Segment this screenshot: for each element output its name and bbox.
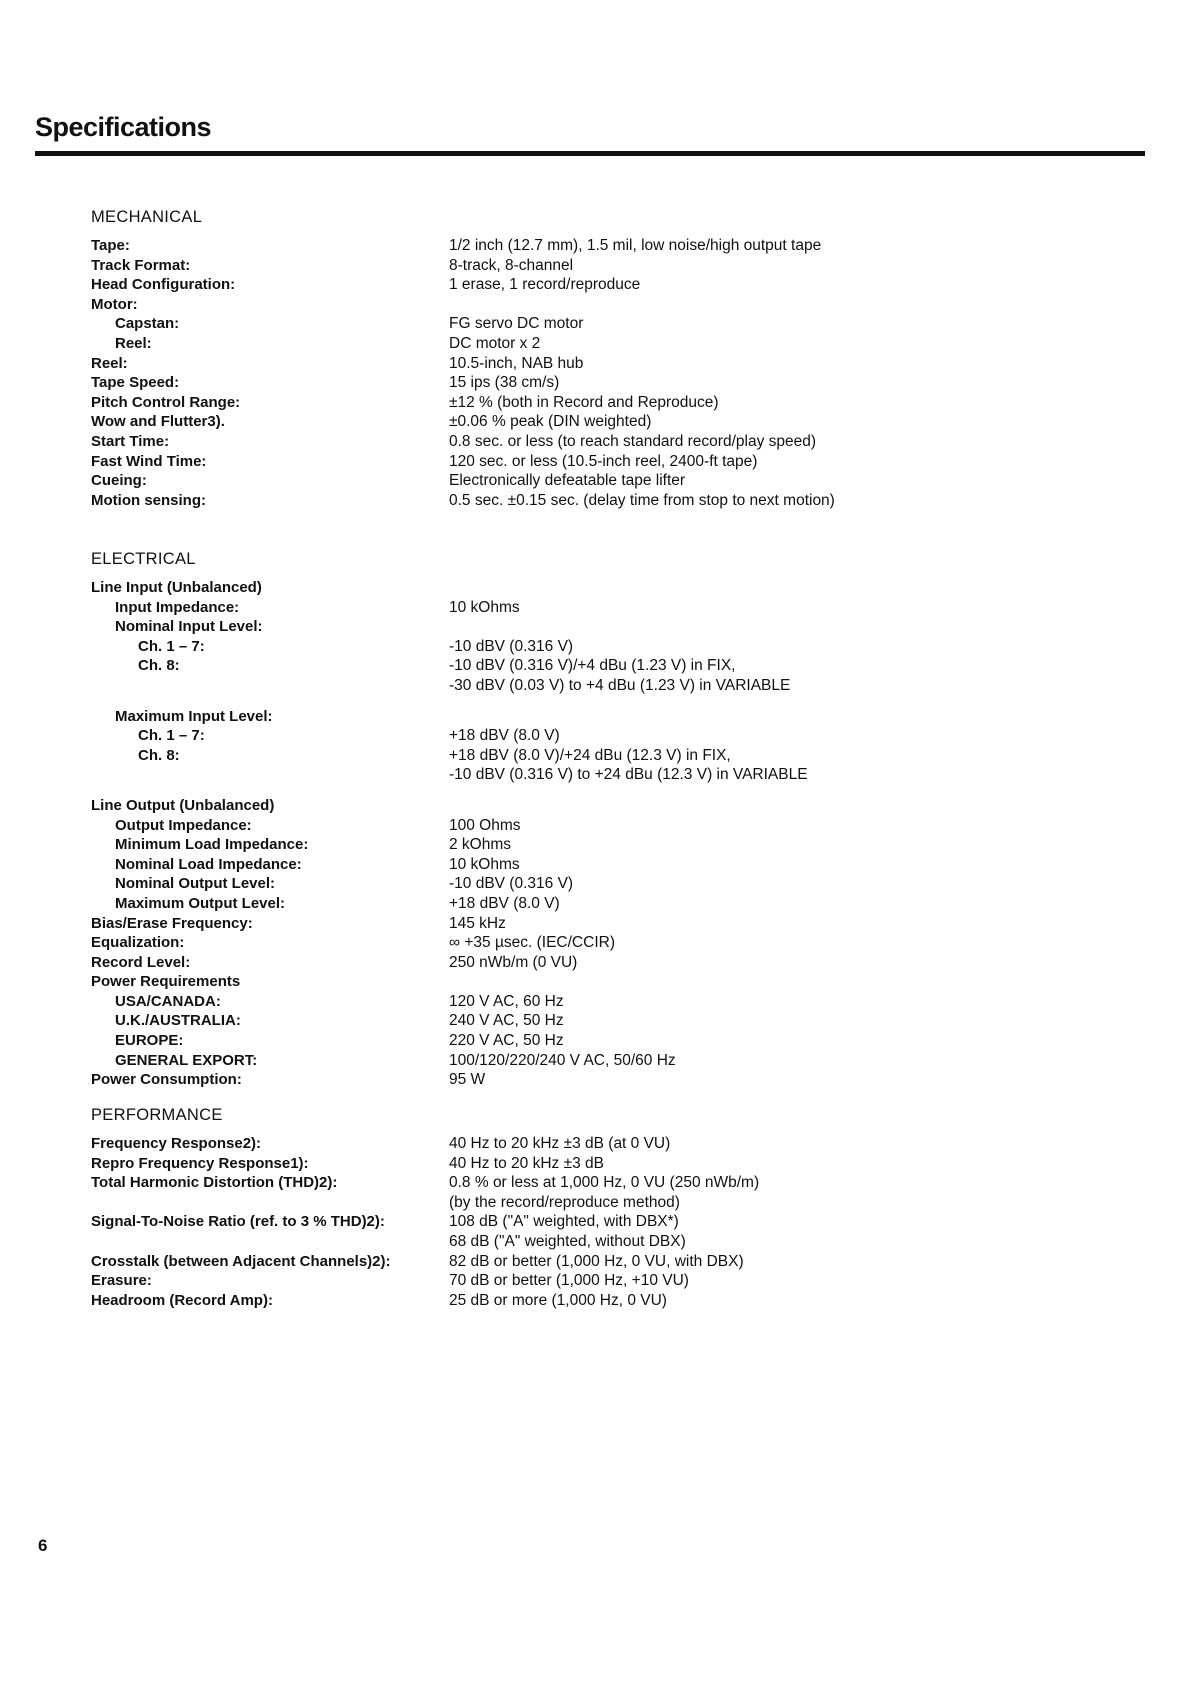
spec-value: 10 kOhms bbox=[449, 855, 520, 873]
spec-value: 82 dB or better (1,000 Hz, 0 VU, with DBX) bbox=[449, 1252, 744, 1270]
spec-row bbox=[91, 1031, 1091, 1051]
spec-row bbox=[91, 617, 1091, 637]
section-heading: ELECTRICAL bbox=[91, 550, 196, 568]
spec-value: 1 erase, 1 record/reproduce bbox=[449, 276, 641, 294]
spec-row bbox=[91, 1173, 1091, 1193]
spec-label: USA/CANADA: bbox=[115, 992, 221, 1010]
spec-label: Pitch Control Range: bbox=[91, 393, 241, 411]
spec-label: Wow and Flutter3). bbox=[91, 413, 225, 431]
spec-row bbox=[91, 412, 1091, 432]
section-performance bbox=[91, 1103, 1091, 1310]
spec-value: 0.5 sec. ±0.15 sec. (delay time from stop to next motion) bbox=[449, 491, 835, 509]
spec-label: Signal-To-Noise Ratio (ref. to 3 % THD)2): bbox=[91, 1213, 385, 1231]
spec-value: 95 W bbox=[449, 1071, 486, 1089]
spec-row bbox=[91, 275, 1091, 295]
spec-value: 240 V AC, 50 Hz bbox=[449, 1012, 564, 1030]
spec-label: Minimum Load Impedance: bbox=[115, 836, 309, 854]
spec-row bbox=[91, 1252, 1091, 1272]
spec-value: 100/120/220/240 V AC, 50/60 Hz bbox=[449, 1051, 676, 1069]
spec-label: Reel: bbox=[91, 354, 128, 372]
spec-value: -10 dBV (0.316 V)/+4 dBu (1.23 V) in FIX, bbox=[449, 657, 736, 675]
page-number: 6 bbox=[38, 1536, 48, 1555]
section-electrical bbox=[91, 547, 1091, 1090]
spec-label: Fast Wind Time: bbox=[91, 452, 207, 470]
spec-label: Headroom (Record Amp): bbox=[91, 1291, 273, 1309]
spec-value: 0.8 sec. or less (to reach standard record/play speed) bbox=[449, 432, 817, 450]
spec-value: ±0.06 % peak (DIN weighted) bbox=[449, 413, 652, 431]
spec-label: Tape Speed: bbox=[91, 374, 180, 392]
spec-value: +18 dBV (8.0 V) bbox=[449, 894, 560, 912]
spec-row bbox=[91, 354, 1091, 374]
spec-row bbox=[91, 471, 1091, 491]
spec-label: Bias/Erase Frequency: bbox=[91, 914, 253, 932]
spec-value: ∞ +35 µsec. (IEC/CCIR) bbox=[449, 934, 615, 952]
spec-value: 68 dB ("A" weighted, without DBX) bbox=[449, 1232, 686, 1250]
spec-value: 15 ips (38 cm/s) bbox=[449, 374, 560, 392]
spec-label: Ch. 1 – 7: bbox=[138, 637, 205, 655]
spec-label bbox=[91, 1232, 449, 1252]
spec-label: Frequency Response2): bbox=[91, 1135, 262, 1152]
spec-label: Motor: bbox=[91, 295, 138, 313]
spec-value: 120 sec. or less (10.5-inch reel, 2400-ft tape) bbox=[449, 452, 758, 470]
spec-row bbox=[91, 1291, 1091, 1311]
spec-value: 145 kHz bbox=[449, 914, 506, 932]
spec-label: Crosstalk (between Adjacent Channels)2): bbox=[91, 1252, 391, 1270]
spec-value: 10.5-inch, NAB hub bbox=[449, 354, 584, 372]
spec-row bbox=[91, 933, 1091, 953]
spec-row bbox=[91, 656, 1091, 676]
spec-row bbox=[91, 598, 1091, 618]
spec-row bbox=[91, 491, 1091, 511]
spec-row bbox=[91, 796, 1091, 816]
spec-label: Track Format: bbox=[91, 256, 191, 274]
spec-value: 40 Hz to 20 kHz ±3 dB bbox=[449, 1154, 604, 1172]
spec-value: ±12 % (both in Record and Reproduce) bbox=[449, 393, 719, 411]
spec-row bbox=[91, 894, 1091, 914]
spec-value: 220 V AC, 50 Hz bbox=[449, 1032, 564, 1050]
spec-row bbox=[91, 914, 1091, 934]
spec-row bbox=[91, 1070, 1091, 1090]
spec-row bbox=[91, 992, 1091, 1012]
spec-value: -10 dBV (0.316 V) bbox=[449, 637, 574, 655]
spec-label: Output Impedance: bbox=[115, 816, 252, 834]
spec-label bbox=[91, 1193, 449, 1213]
spec-label: U.K./AUSTRALIA: bbox=[115, 1012, 241, 1030]
spec-value: 8-track, 8-channel bbox=[449, 256, 574, 274]
spec-value: 70 dB or better (1,000 Hz, +10 VU) bbox=[449, 1272, 689, 1290]
spec-row bbox=[91, 765, 1091, 785]
spec-row bbox=[91, 1134, 1091, 1154]
spec-label: Nominal Input Level: bbox=[115, 618, 263, 636]
spec-label: Equalization: bbox=[91, 934, 185, 952]
spec-label: Line Input (Unbalanced) bbox=[91, 579, 262, 596]
spec-row bbox=[91, 1193, 1091, 1213]
spec-label: Ch. 8: bbox=[138, 746, 180, 764]
spec-label: Nominal Load Impedance: bbox=[115, 855, 302, 873]
spec-label: Line Output (Unbalanced) bbox=[91, 796, 275, 814]
spec-value: 40 Hz to 20 kHz ±3 dB (at 0 VU) bbox=[449, 1135, 671, 1152]
spec-label: Erasure: bbox=[91, 1272, 152, 1290]
spec-row bbox=[91, 432, 1091, 452]
spec-row bbox=[91, 726, 1091, 746]
spec-value: -30 dBV (0.03 V) to +4 dBu (1.23 V) in VARIABLE bbox=[449, 676, 791, 694]
spec-row bbox=[91, 295, 1091, 315]
spec-row bbox=[91, 256, 1091, 276]
spec-row bbox=[91, 835, 1091, 855]
spec-row bbox=[91, 874, 1091, 894]
spec-row bbox=[91, 373, 1091, 393]
spec-label: Input Impedance: bbox=[115, 598, 240, 616]
spec-label: Capstan: bbox=[115, 315, 180, 333]
spec-label: Motion sensing: bbox=[91, 491, 206, 509]
spec-value: 2 kOhms bbox=[449, 836, 512, 854]
spec-value: -10 dBV (0.316 V) to +24 dBu (12.3 V) in VARIABLE bbox=[449, 766, 808, 784]
spec-label: Cueing: bbox=[91, 472, 147, 490]
spec-row bbox=[91, 1271, 1091, 1291]
spec-row bbox=[91, 236, 1091, 256]
spec-row bbox=[91, 393, 1091, 413]
spec-value: Electronically defeatable tape lifter bbox=[449, 472, 686, 490]
spec-label: Head Configuration: bbox=[91, 276, 236, 294]
section-heading: PERFORMANCE bbox=[91, 1106, 223, 1124]
spec-value: (by the record/reproduce method) bbox=[449, 1193, 680, 1211]
spec-value: +18 dBV (8.0 V)/+24 dBu (12.3 V) in FIX, bbox=[449, 746, 731, 764]
spec-value: DC motor x 2 bbox=[449, 334, 541, 352]
spec-label: Start Time: bbox=[91, 432, 170, 450]
spec-label bbox=[91, 676, 449, 696]
spec-row bbox=[91, 676, 1091, 696]
spec-label: Total Harmonic Distortion (THD)2): bbox=[91, 1174, 338, 1192]
spec-value: 108 dB ("A" weighted, with DBX*) bbox=[449, 1213, 679, 1231]
spec-label: Ch. 1 – 7: bbox=[138, 727, 205, 745]
spec-row bbox=[91, 452, 1091, 472]
section-heading: MECHANICAL bbox=[91, 208, 203, 226]
spec-label: EUROPE: bbox=[115, 1032, 184, 1050]
spec-row bbox=[91, 637, 1091, 657]
spec-row bbox=[91, 1011, 1091, 1031]
spec-label: Maximum Input Level: bbox=[115, 707, 273, 725]
spec-value: 250 nWb/m (0 VU) bbox=[449, 953, 578, 971]
spec-row bbox=[91, 746, 1091, 766]
section-mechanical bbox=[91, 205, 1091, 510]
spec-label: Power Consumption: bbox=[91, 1071, 242, 1089]
spec-row bbox=[91, 1212, 1091, 1232]
page-title: Specifications bbox=[35, 112, 212, 142]
spec-label: Nominal Output Level: bbox=[115, 875, 276, 893]
spec-row bbox=[91, 972, 1091, 992]
spec-label: Tape: bbox=[91, 237, 130, 254]
spec-value: 25 dB or more (1,000 Hz, 0 VU) bbox=[449, 1291, 667, 1309]
spec-row bbox=[91, 314, 1091, 334]
spec-row bbox=[91, 578, 1091, 598]
spec-label: Repro Frequency Response1): bbox=[91, 1154, 309, 1172]
spec-row bbox=[91, 707, 1091, 727]
spec-value: 0.8 % or less at 1,000 Hz, 0 VU (250 nWb/m) bbox=[449, 1174, 760, 1192]
spec-row bbox=[91, 1154, 1091, 1174]
spec-label bbox=[91, 765, 449, 785]
spec-value: 100 Ohms bbox=[449, 816, 521, 834]
spec-row bbox=[91, 1051, 1091, 1071]
spec-label: Maximum Output Level: bbox=[115, 894, 286, 912]
spec-label: Reel: bbox=[115, 334, 152, 352]
spec-row bbox=[91, 855, 1091, 875]
spec-row bbox=[91, 334, 1091, 354]
spec-value: 10 kOhms bbox=[449, 598, 520, 616]
spec-label: Ch. 8: bbox=[138, 657, 180, 675]
spec-value: 120 V AC, 60 Hz bbox=[449, 992, 564, 1010]
spec-value: +18 dBV (8.0 V) bbox=[449, 727, 560, 745]
spec-label: Power Requirements bbox=[91, 973, 241, 991]
spec-row bbox=[91, 1232, 1091, 1252]
spec-value: FG servo DC motor bbox=[449, 315, 584, 333]
spec-row bbox=[91, 816, 1091, 836]
spec-label: GENERAL EXPORT: bbox=[115, 1051, 258, 1069]
title-rule bbox=[35, 151, 1145, 156]
spec-value: -10 dBV (0.316 V) bbox=[449, 875, 574, 893]
spec-value: 1/2 inch (12.7 mm), 1.5 mil, low noise/high output tape bbox=[449, 237, 822, 254]
spec-label: Record Level: bbox=[91, 953, 191, 971]
spec-row bbox=[91, 953, 1091, 973]
